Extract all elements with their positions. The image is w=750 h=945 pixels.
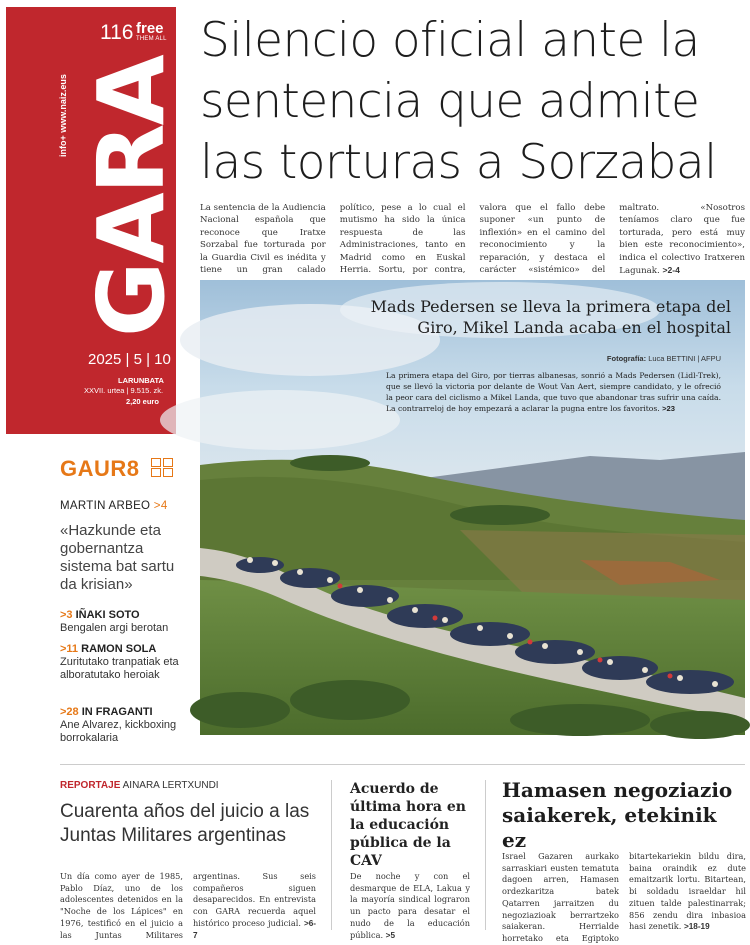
main-story-body xyxy=(200,202,745,277)
gaur8-item-sub: Zuritutako tranpatiak eta alboratutako heroiak xyxy=(60,656,179,681)
giro-photo[interactable] xyxy=(200,280,745,735)
acuerdo-body xyxy=(350,871,470,941)
hamas-title[interactable]: Hamasen negoziazio saiakerek, etekinik ez xyxy=(502,778,733,852)
reportaje-text: Un día como ayer de 1985, Pablo Díaz, uno de los adolescentes detenidos en la "Noche de los Lápices" en 1976, testificó en el juicio a las Juntas Militares argentinas. Sus seis compañeros siguen desaparecidos. En entrevista con GARA recuerda aquel histórico proceso judicial. xyxy=(60,871,316,940)
issue-number: 116 xyxy=(100,21,134,44)
gaur8-feature-quote[interactable]: «Hazkunde eta gobernantza sistema bat sartu da krisian» xyxy=(60,522,175,593)
hamas-text: Israel Gazaren aurkako sarraskiari eusten tematuta dagoen arren, Hamasen ordezkaritza batek Qatarren jarraitzen du negoziazioak berrartzeko saiakeran. Herrialde horretako eta Egiptoko bitartekariekin bildu dira, baina oraindik ez dute emaitzarik lortu. Bitartean, bi soldadu israeldar hil zituen talde palestinarrak; 856 zendu dira inbasioa hasi zenetik. xyxy=(502,851,746,943)
free-sub: THEM ALL xyxy=(136,36,167,42)
gaur8-logo[interactable]: GAUR8 xyxy=(60,456,140,481)
gaur8-item-name: IN FRAGANTI xyxy=(81,706,153,718)
issue-date: 2025 | 5 | 10 xyxy=(88,351,171,368)
gaur8-feature-label[interactable] xyxy=(60,500,168,512)
gaur8-feature-ref: >4 xyxy=(153,500,168,512)
main-story-text: La sentencia de la Audiencia Nacional española que reconoce que Iratxe Sorzabal fue torturada por la Guardia Civil es inédita y tiene un gran calado político, pese a lo cual el mutismo ha sido la única respuesta de las Administraciones, tanto en Madrid como en Euskal Herria. Sortu, por contra, valora que el fallo debe suponer «un punto de inflexión» en el camino del reconocimiento y la reparación, y destaca el carácter «sistémico» del maltrato. «Nosotros teníamos claro que fue torturada, pero está muy bien este reconocimiento», indica el colectivo Iratxeren Lagunak. xyxy=(200,203,745,277)
photo-story-body xyxy=(386,370,721,414)
column-divider xyxy=(485,780,486,930)
website-link[interactable]: info+ www.naiz.eus xyxy=(58,74,68,157)
gara-logo: GARA xyxy=(78,56,185,337)
reportaje-jump[interactable]: >6-7 xyxy=(193,918,316,940)
issue-weekday: LARUNBATA xyxy=(118,376,164,385)
gaur8-item-name: IÑAKI SOTO xyxy=(75,609,140,621)
gaur8-item-name: RAMON SOLA xyxy=(81,643,157,655)
gaur8-item[interactable] xyxy=(60,609,185,635)
photo-credit-label: Fotografía: xyxy=(606,354,647,363)
free-badge xyxy=(136,21,167,42)
main-headline[interactable]: Silencio oficial ante la sentencia que admite las torturas a Sorzabal xyxy=(200,13,717,190)
reportaje-author: AINARA LERTXUNDI xyxy=(122,780,219,791)
issue-price: 2,20 euro xyxy=(126,397,159,406)
hamas-body xyxy=(502,851,746,945)
column-divider xyxy=(331,780,332,930)
photo-story-title[interactable]: Mads Pedersen se lleva la primera etapa del Giro, Mikel Landa acaba en el hospital xyxy=(370,297,731,337)
reportaje-label xyxy=(60,780,219,791)
gaur8-grid-icon xyxy=(151,458,175,478)
photo-credit xyxy=(607,354,721,363)
gaur8-feature-author: MARTIN ARBEO xyxy=(60,500,151,512)
section-divider xyxy=(60,764,745,765)
photo-story-jump[interactable]: >23 xyxy=(662,404,675,413)
reportaje-body xyxy=(60,871,316,941)
gaur8-item[interactable] xyxy=(60,706,185,745)
gaur8-item[interactable] xyxy=(60,643,185,682)
gaur8-item-sub: Ane Alvarez, kickboxing borrokalaria xyxy=(60,719,177,744)
photo-story-text: La primera etapa del Giro, por tierras albanesas, sonrió a Mads Pedersen (Lidl-Trek), que se llevó la victoria por delante de Wout Van Aert, siempre candidato, y le ofreció la peor cara del ciclismo a Mikel Landa, que tuvo que abandonar tras sufrir una caída. La contrarreloj de hoy empezará a aclarar la pugna entre los favoritos. xyxy=(386,371,721,413)
reportaje-section: REPORTAJE xyxy=(60,780,121,791)
acuerdo-title[interactable]: Acuerdo de última hora en la educación pública de la CAV xyxy=(350,781,466,869)
issue-volume: XXVII. urtea | 9.515. zk. xyxy=(84,386,164,395)
masthead xyxy=(6,7,185,434)
reportaje-title[interactable]: Cuarenta años del juicio a las Juntas Militares argentinas xyxy=(60,801,310,846)
giro-photo-illustration xyxy=(200,280,745,735)
gaur8-item-sub: Bengalen argi berotan xyxy=(60,622,169,634)
gaur8-item-ref: >28 xyxy=(60,706,79,718)
gaur8-item-ref: >3 xyxy=(60,609,73,621)
main-story-jump[interactable]: >2-4 xyxy=(662,265,680,276)
acuerdo-jump[interactable]: >5 xyxy=(385,930,396,940)
acuerdo-text: De noche y con el desmarque de ELA, Lakua y la mayoría sindical lograron un pacto para desatar el nudo de la educación pública. xyxy=(350,871,470,940)
free-label: free xyxy=(136,20,164,37)
hamas-jump[interactable]: >18-19 xyxy=(683,922,710,932)
gaur8-item-ref: >11 xyxy=(60,643,79,655)
photo-credit-name: Luca BETTINI | AFPU xyxy=(648,354,721,363)
